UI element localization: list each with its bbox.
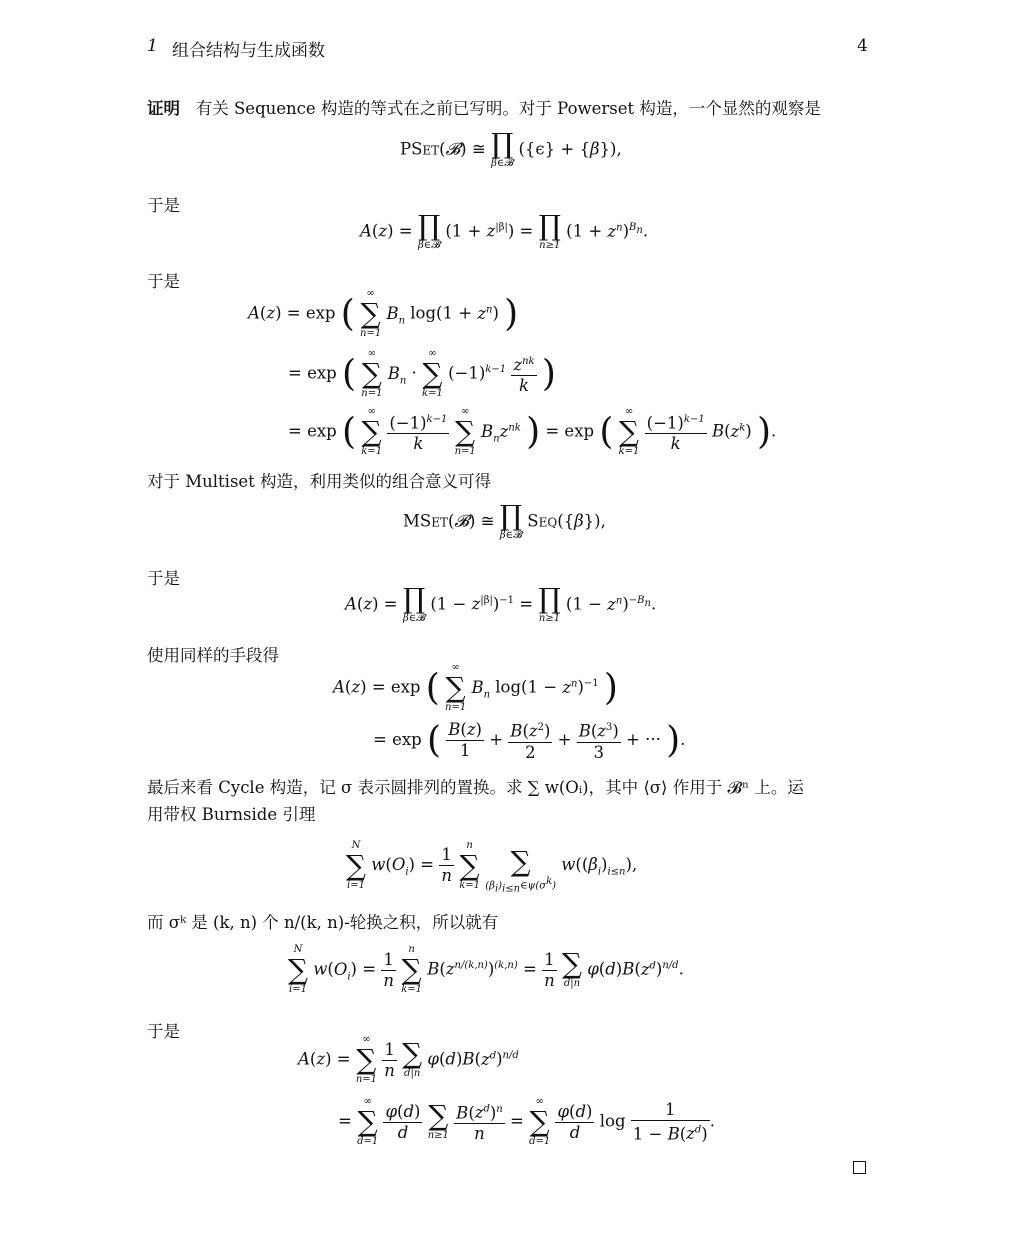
qed-square (853, 1161, 866, 1174)
eq-mset-exp-line2: = exp ( $\frac{B(z)}{1}$ + $\frac{B(z^2)}{2}$ + $\frac{B(z^3)}{3}$ + ··· ). (373, 719, 686, 762)
paragraph-same-method: 使用同样的手段得 (147, 646, 279, 665)
paragraph-cycle-1: 最后来看 Cycle 构造，记 σ 表示圆排列的置换。求 ∑ w(Oᵢ)，其中 ⟨σ⟩ 作用于 𝓑ⁿ 上。运 (147, 778, 804, 797)
paragraph-yushi-4: 于是 (147, 1022, 180, 1041)
page-number: 4 (857, 36, 868, 56)
eq-cycle-final-line2: = ∞ ∑ d=1 $\frac{\varphi(d)}{d}$ ∑ n≥1 $\frac{B(z^d)^n}{n}$ = ∞ ∑ d=1 $\frac{\varphi(d)}{d}$ log $\frac{1}{1 - B(z^d)}$ . (338, 1096, 715, 1147)
eq-exp-line1: A(z) = exp ( ∞ ∑ n=1 $B_n$ $\log(1 + z^n)$ ) (248, 288, 519, 339)
paragraph-yushi-2: 于是 (147, 272, 180, 291)
eq-pset: PSet(𝓑) ≅ ∏ β∈𝓑 ({ϵ} + {β}), (400, 127, 622, 169)
proof-text: 有关 Sequence 构造的等式在之前已写明。对于 Powerset 构造，一个显然的观察是 (195, 99, 821, 118)
eq-powerset-product: A(z) = ∏ β∈𝓑 $(1 + z^{|\beta|})$ = ∏ n≥1 $(1 + z^n)^{B_n}$. (360, 209, 649, 251)
eq-exp-line3: = exp ( ∞ ∑ k=1 $\frac{(-1)^{k-1}}{k}$ ∞ ∑ n=1 $B_nz^{nk}$ ) = exp ( ∞ ∑ k=1 $\frac{(-1)^{k-1}}{k}$ $B(z^k)$ ). (288, 406, 777, 457)
paragraph-yushi-1: 于是 (147, 196, 180, 215)
proof-label: 证明 (147, 99, 180, 118)
paragraph-cycle-2: 用带权 Burnside 引理 (147, 805, 316, 824)
eq-cycle-sum: N ∑ i=1 $w(O_i)$ = $\frac{1}{n}$ n ∑ k=1 $B(z^{n/(k,n)})^{(k,n)}$ = $\frac{1}{n}$ ∑ d|n $\varphi(d)B(z^d)^{n/d}$. (288, 944, 684, 995)
eq-mset-exp-line1: A(z) = exp ( ∞ ∑ n=1 $B_n$ $\log(1 - z^n)^{-1}$ ) (333, 662, 618, 713)
eq-mset: MSet(𝓑) ≅ ∏ β∈𝓑 Seq({β}), (403, 499, 606, 541)
chapter-number: 1 (147, 36, 158, 56)
eq-burnside: N ∑ i=1 $w(O_i)$ = $\frac{1}{n}$ n ∑ k=1 ∑ $(\beta_i)_{i\le n}\in\psi(\sigma^k)$ $w((\beta_i)_{i\le n})$, (346, 839, 638, 895)
eq-multiset-product: A(z) = ∏ β∈𝓑 $(1 - z^{|\beta|})^{-1}$ = ∏ n≥1 $(1 - z^n)^{-B_n}$. (345, 582, 657, 624)
paragraph-sigma: 而 σᵏ 是 (k, n) 个 n/(k, n)-轮换之积，所以就有 (147, 913, 499, 932)
paragraph-multiset: 对于 Multiset 构造，利用类似的组合意义可得 (147, 472, 492, 491)
paragraph-proof (147, 95, 821, 119)
eq-cycle-final-line1: A(z) = ∞ ∑ n=1 $\frac{1}{n}$ ∑ d|n $\varphi(d)B(z^d)^{n/d}$ (298, 1034, 519, 1085)
chapter-title: 组合结构与生成函数 (172, 41, 325, 61)
eq-exp-line2: = exp ( ∞ ∑ n=1 $B_n$ · ∞ ∑ k=1 $(-1)^{k-1}$ $\frac{z^{nk}}{k}$ ) (288, 348, 556, 399)
paragraph-yushi-3: 于是 (147, 569, 180, 588)
